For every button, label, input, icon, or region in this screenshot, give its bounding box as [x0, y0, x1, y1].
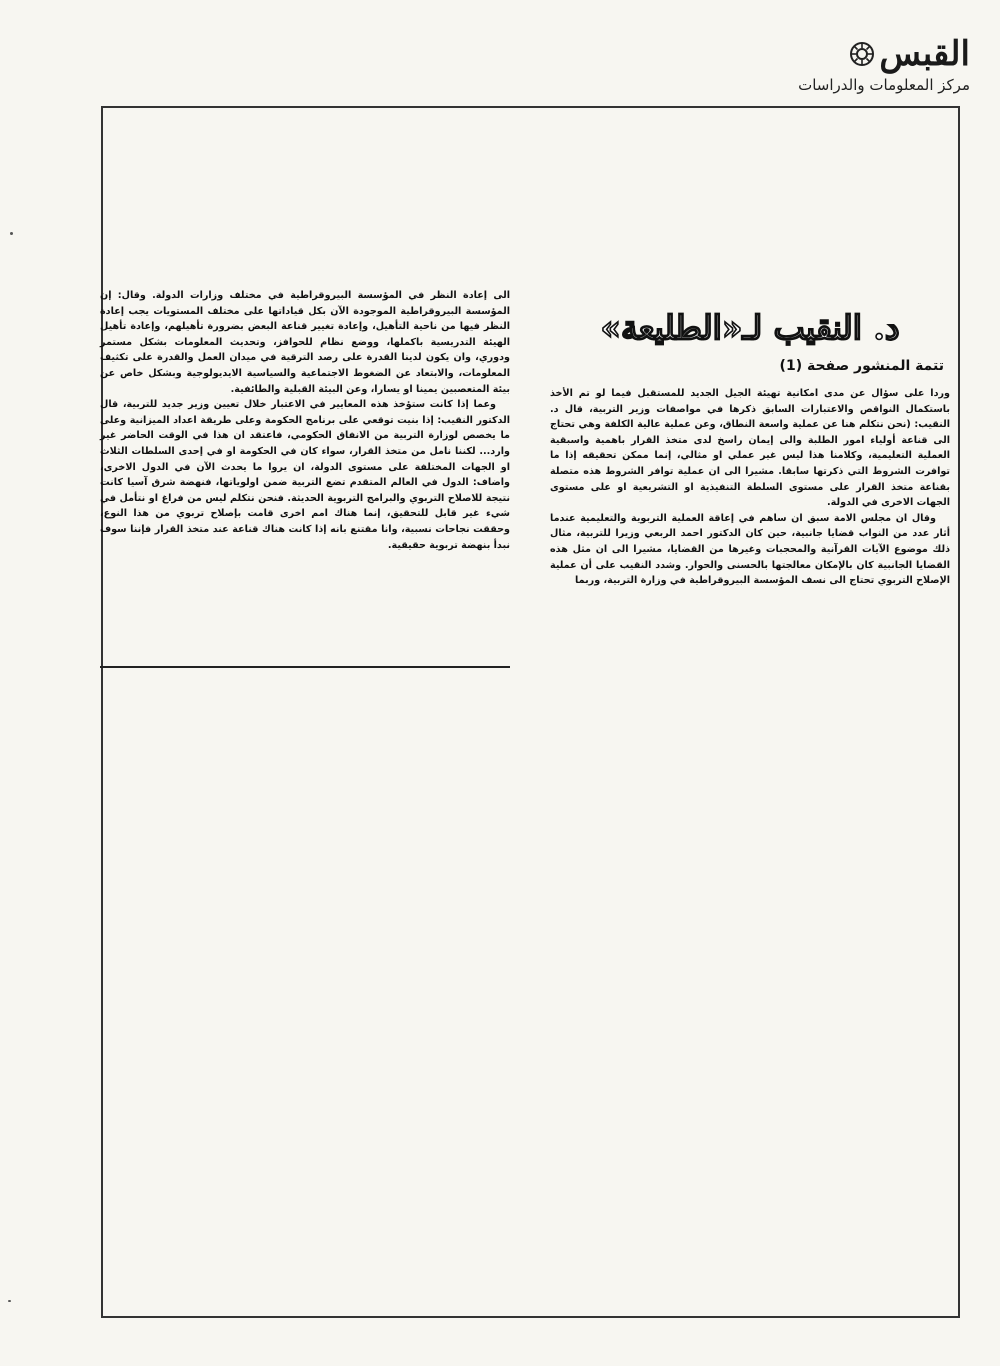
- masthead: [730, 34, 970, 104]
- logo-text: القبس: [879, 34, 970, 74]
- article-right-column: [550, 288, 950, 589]
- article-paragraph: وقال ان مجلس الامة سبق ان ساهم في إعاقة العملية التربوية والتعليمية عندما أثار عدد من النواب قضايا جانبية، حين كان الدكتور احمد الربعي وزيرا للتربية، مثال ذلك موضوع الآيات القرآنية والمحجبات وغيرها من القضايا، مشيرا الى ان مثل هذه القضايا الجانبية كان بالإمكان معالجتها بالحسنى والحوار. وشدد النقيب على أن عملية الإصلاح التربوي تحتاج الى نسف المؤسسة البيروقراطية في وزارة التربية، وربما: [550, 512, 950, 587]
- masthead-subtitle: مركز المعلومات والدراسات: [798, 76, 970, 94]
- article-paragraph: وردا على سؤال عن مدى امكانية تهيئة الجيل الجديد للمستقبل فيما لو تم الأخذ باستكمال النواقص والاعتبارات السابق ذكرها في مواصفات وزير التربية، قال د. النقيب: (نحن نتكلم هنا عن عملية واسعة النطاق، وعن عملية عالية الكلفة وهي تحتاج الى قناعة أولياء امور الطلبة والى إيمان راسخ لدى متخذ القرار باهمية واسبقية العملية التعليمية، وكلامنا هذا ليس غير عملي او مثالي، إنما ممكن تحقيقه إذا ما توافرت الشروط التي ذكرتها سابقا. مشيرا الى ان عملية توافر الشروط هذه متصلة بقناعة متخذ القرار على مستوى السلطة التنفيذية او التشريعية او على مستوى الجهات الاخرى في الدولة.: [550, 388, 950, 509]
- column-end-rule: [100, 666, 510, 668]
- article-paragraph: الى إعادة النظر في المؤسسة البيروقراطية في مختلف وزارات الدولة. وقال: إن المؤسسة البيروقراطية الموجودة الآن بكل قياداتها على مختلف المستويات يجب إعادة النظر فيها من ناحية التأهيل، وإعادة تغيير قناعة البعض بضرورة تأهيلهم، وإعادة تأهيل الهيئة التدريسية باكملها، ووضع نظام للحوافز، وتحديث المعلومات بشكل مستمر ودوري، وان يكون لدينا القدرة على رصد الترقية في ميدان العمل والقدرة على تكثيف المعلومات، والابتعاد عن الضغوط الاجتماعية والسياسية الايديولوجية وبشكل خاص عن بيئة المتعصبين يمينا او يسارا، وعن البيئة القبلية والطائفية.: [100, 290, 510, 395]
- article-left-column: [100, 288, 510, 553]
- article: [100, 288, 950, 668]
- scan-speck: [10, 232, 13, 235]
- continued-from-label: تتمة المنشور صفحة (1): [779, 358, 944, 374]
- logo-emblem-icon: [849, 41, 875, 67]
- article-paragraph: وعما إذا كانت ستؤخذ هذه المعايير في الاعتبار خلال تعيين وزير جديد للتربية، قال الدكتور النقيب: إذا بنيت توقعي على برنامج الحكومة وعلى طريقة اعداد الميزانية وعلى ما يخصص لوزارة التربية من الانفاق الحكومي، فاعتقد ان هذا في الوقت الحاضر غير وارد... لكننا نامل من متخذ القرار، سواء كان في الحكومة او في إحدى السلطات الثلاث او الجهات المختلفة على مستوى الدولة، ان يروا ما يحدث الآن في الدول الاخرى، واضاف: الدول في العالم المتقدم تضع التربية ضمن اولوياتها، فنهضة شرق آسيا كانت نتيجة للاصلاح التربوي والبرامج التربوية الحديثة. فنحن نتكلم ليس من فراغ او نتأمل في شيء غير قابل للتحقيق، إنما هناك امم اخرى قامت بإصلاح تربوي من هذا النوع، وحققت نجاحات نسبية، وانا مقتنع بانه إذا كانت هناك قناعة عند متخذ القرار فإننا سوف نبدأ بنهضة تربوية حقيقية.: [100, 399, 510, 551]
- logo: [730, 34, 970, 74]
- article-headline: د. النقيب لـ«الطليعة»: [600, 308, 900, 347]
- scan-speck: [8, 1300, 11, 1302]
